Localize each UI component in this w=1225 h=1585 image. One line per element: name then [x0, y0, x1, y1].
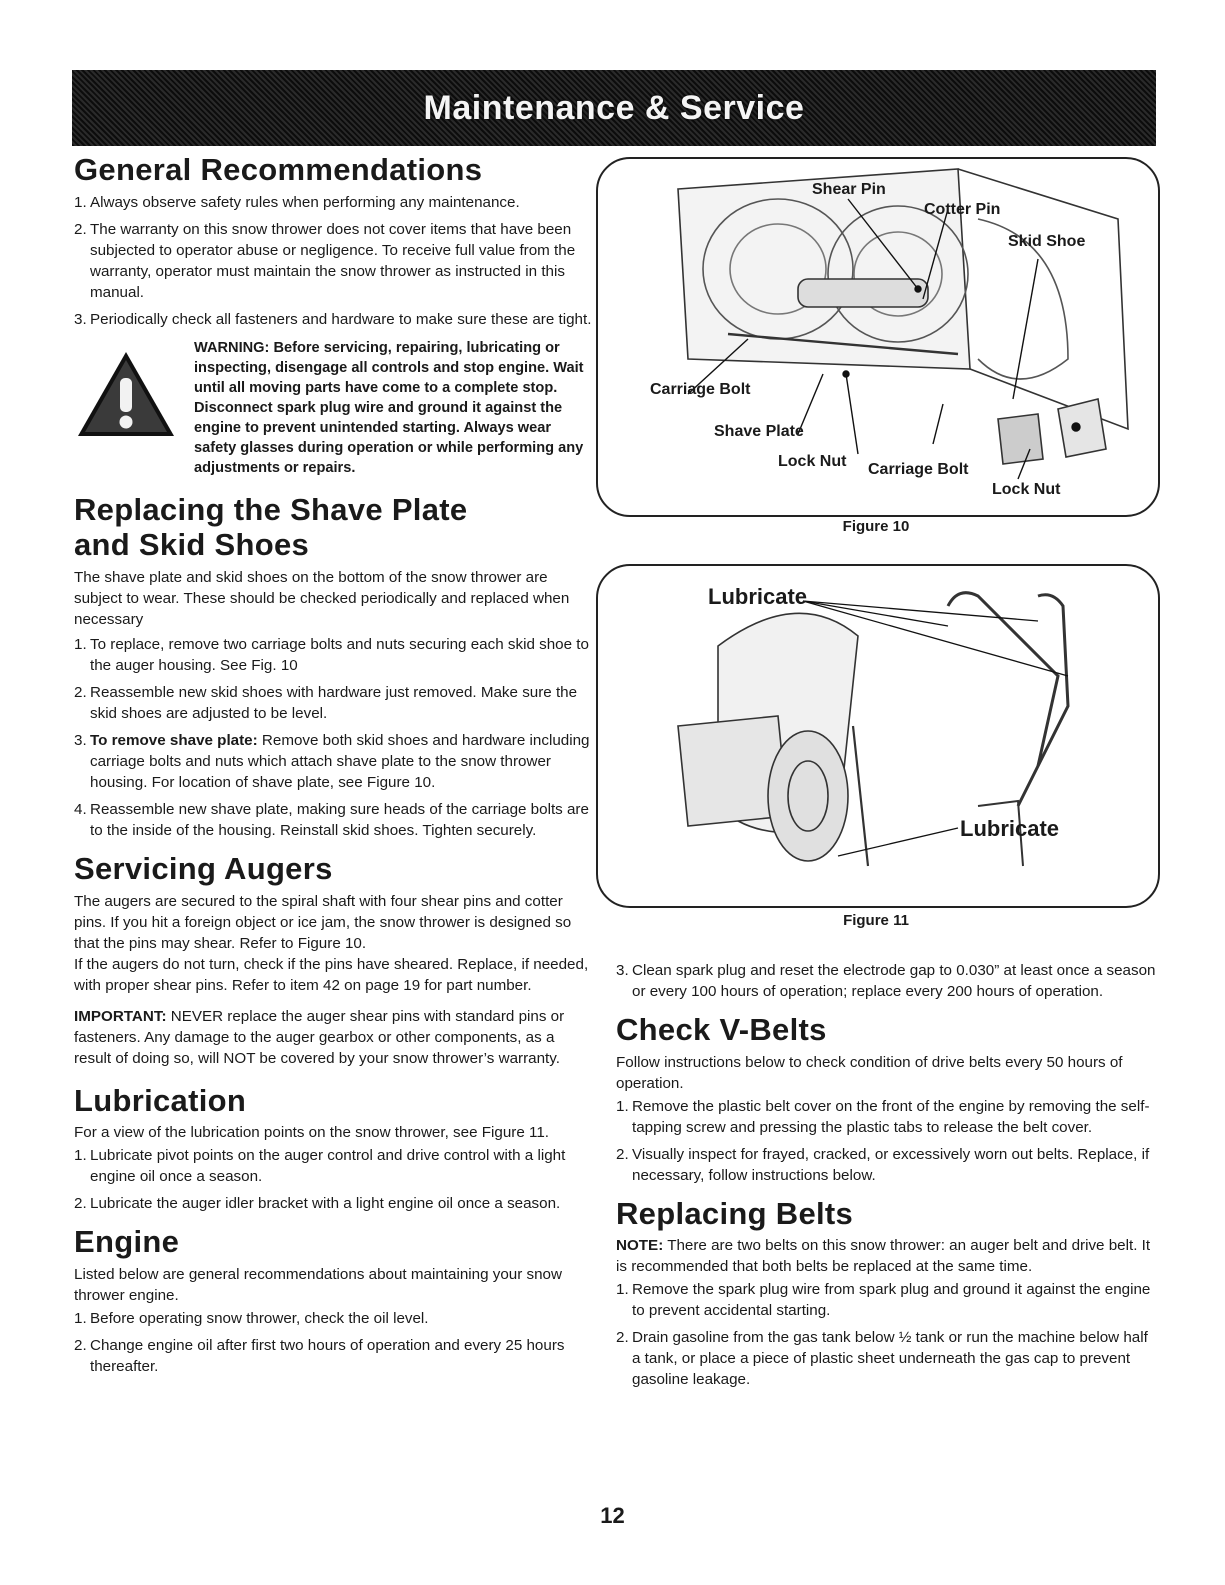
label-carriage-bolt-left: Carriage Bolt: [650, 381, 751, 398]
left-column: [74, 152, 594, 1385]
figure-11-illustration: [596, 564, 1160, 908]
section-banner: [72, 70, 1156, 146]
figure-10-illustration: [596, 157, 1160, 517]
shave-plate-list: [74, 634, 594, 841]
vbelts-list: [616, 1096, 1156, 1186]
label-cotter-pin: Cotter Pin: [924, 201, 1001, 218]
augers-para-2: If the augers do not turn, check if the pins have sheared. Replace, if needed, with proper shear pins. Refer to item 42 on page 19 for part number.: [74, 955, 589, 994]
heading-check-v-belts: Check V-Belts: [616, 1012, 827, 1047]
label-lock-nut-center: Lock Nut: [778, 453, 847, 470]
drive-control-drawing: [598, 566, 1158, 906]
engine-list: [74, 1308, 594, 1377]
label-carriage-bolt-right: Carriage Bolt: [868, 461, 969, 478]
label-lubricate-bottom: Lubricate: [960, 816, 1060, 841]
banner-title: Maintenance & Service: [423, 88, 805, 127]
list-item: 2. Lubricate the auger idler bracket with a light engine oil once a season.: [74, 1195, 561, 1213]
list-item: 1. To replace, remove two carriage bolts and nuts securing each skid shoe to the auger housing. See Fig. 10: [74, 635, 589, 674]
label-skid-shoe: Skid Shoe: [1008, 233, 1086, 250]
heading-lubrication: Lubrication: [74, 1082, 247, 1118]
list-item: 2. Change engine oil after first two hours of operation and every 25 hours thereafter.: [74, 1336, 565, 1375]
heading-servicing-augers: Servicing Augers: [74, 850, 333, 886]
list-item: 3. Clean spark plug and reset the electrode gap to 0.030” at least once a season or every 100 hours of operation; replace every 200 hours of operation.: [616, 962, 1156, 1000]
list-item: 2. Reassemble new skid shoes with hardware just removed. Make sure the skid shoes are adjusted to be level.: [74, 683, 578, 722]
list-item: 1. Remove the plastic belt cover on the front of the engine by removing the self-tapping screw and pressing the plastic tabs to release the belt cover.: [616, 1097, 1150, 1136]
list-item: 2. Visually inspect for frayed, cracked, or excessively worn out belts. Replace, if necessary, follow instructions below.: [616, 1145, 1150, 1184]
page-number: 12: [600, 1503, 625, 1528]
warning-block: [74, 338, 594, 478]
list-item: 3. To remove shave plate: Remove both skid shoes and hardware including carriage bolts and nuts which attach shave plate to the snow thrower housing. For location of shave plate, see Figure 10.: [74, 731, 590, 791]
lubrication-list: [74, 1145, 594, 1214]
augers-para-1: The augers are secured to the spiral shaft with four shear pins and cotter pins. If you hit a foreign object or ice jam, the snow thrower is designed so that the pins may shear. Refer to Figure 10.: [74, 892, 572, 952]
list-item: 4. Reassemble new shave plate, making sure heads of the carriage bolts are to the inside of the housing. Reinstall skid shoes. Tighten securely.: [74, 800, 589, 839]
list-item: 1. Remove the spark plug wire from spark plug and ground it against the engine to prevent accidental starting.: [616, 1281, 1151, 1320]
lubrication-intro: For a view of the lubrication points on the snow thrower, see Figure 11.: [74, 1124, 550, 1142]
general-list: [74, 192, 594, 330]
label-shave-plate: Shave Plate: [714, 423, 804, 440]
shave-plate-intro: The shave plate and skid shoes on the bottom of the snow thrower are subject to wear. These should be checked periodically and replaced when necessary: [74, 568, 570, 628]
label-shear-pin: Shear Pin: [812, 181, 886, 198]
figure-11-caption: Figure 11: [843, 912, 909, 929]
list-item: 1. Always observe safety rules when performing any maintenance.: [74, 193, 520, 211]
heading-general-recommendations: General Recommendations: [74, 152, 483, 187]
warning-text: WARNING: Before servicing, repairing, lubricating or inspecting, disengage all controls and stop engine. Wait until all moving parts have come to a complete stop. Disconnect spark plug wire and ground it against the engine to prevent unintended starting. Always wear safety glasses during operation or while performing any adjustments or repairs.: [194, 339, 584, 476]
warning-triangle-icon: [74, 338, 182, 478]
list-item: 2. The warranty on this snow thrower does not cover items that have been subjected to operator abuse or negligence. To receive full value from the warranty, operator must maintain the snow thrower as instructed in this manual.: [74, 220, 576, 301]
list-item: 1. Before operating snow thrower, check the oil level.: [74, 1309, 429, 1327]
heading-replacing-belts: Replacing Belts: [616, 1195, 854, 1231]
belts-note: NOTE: There are two belts on this snow thrower: an auger belt and drive belt. It is recommended that both belts be replaced at the same time.: [616, 1237, 1151, 1276]
figure-10-caption: Figure 10: [842, 518, 910, 535]
engine-list-continued: [616, 960, 1156, 1002]
engine-intro: Listed below are general recommendations about maintaining your snow thrower engine.: [74, 1265, 562, 1304]
vbelts-intro: Follow instructions below to check condition of drive belts every 50 hours of operation.: [616, 1053, 1123, 1092]
label-lubricate-top: Lubricate: [708, 584, 808, 609]
list-item: 2. Drain gasoline from the gas tank below ½ tank or run the machine below half a tank, or place a piece of plastic sheet underneath the gas cap to prevent gasoline leakage.: [616, 1329, 1148, 1389]
list-item: 1. Lubricate pivot points on the auger control and drive control with a light engine oil once a season.: [74, 1147, 566, 1186]
augers-important: IMPORTANT: NEVER replace the auger shear pins with standard pins or fasteners. Any damage to the auger gearbox or other components, as a result of doing so, will NOT be covered by your snow thrower’s warranty.: [74, 1007, 565, 1067]
belts-list: [616, 1279, 1156, 1390]
list-item: 3. Periodically check all fasteners and hardware to make sure these are tight.: [74, 310, 592, 328]
right-column: [616, 960, 1156, 1398]
label-lock-nut-right: Lock Nut: [992, 481, 1061, 498]
heading-replacing-shave-plate: Replacing the Shave Plate and Skid Shoes: [74, 491, 468, 563]
heading-engine: Engine: [74, 1224, 180, 1260]
